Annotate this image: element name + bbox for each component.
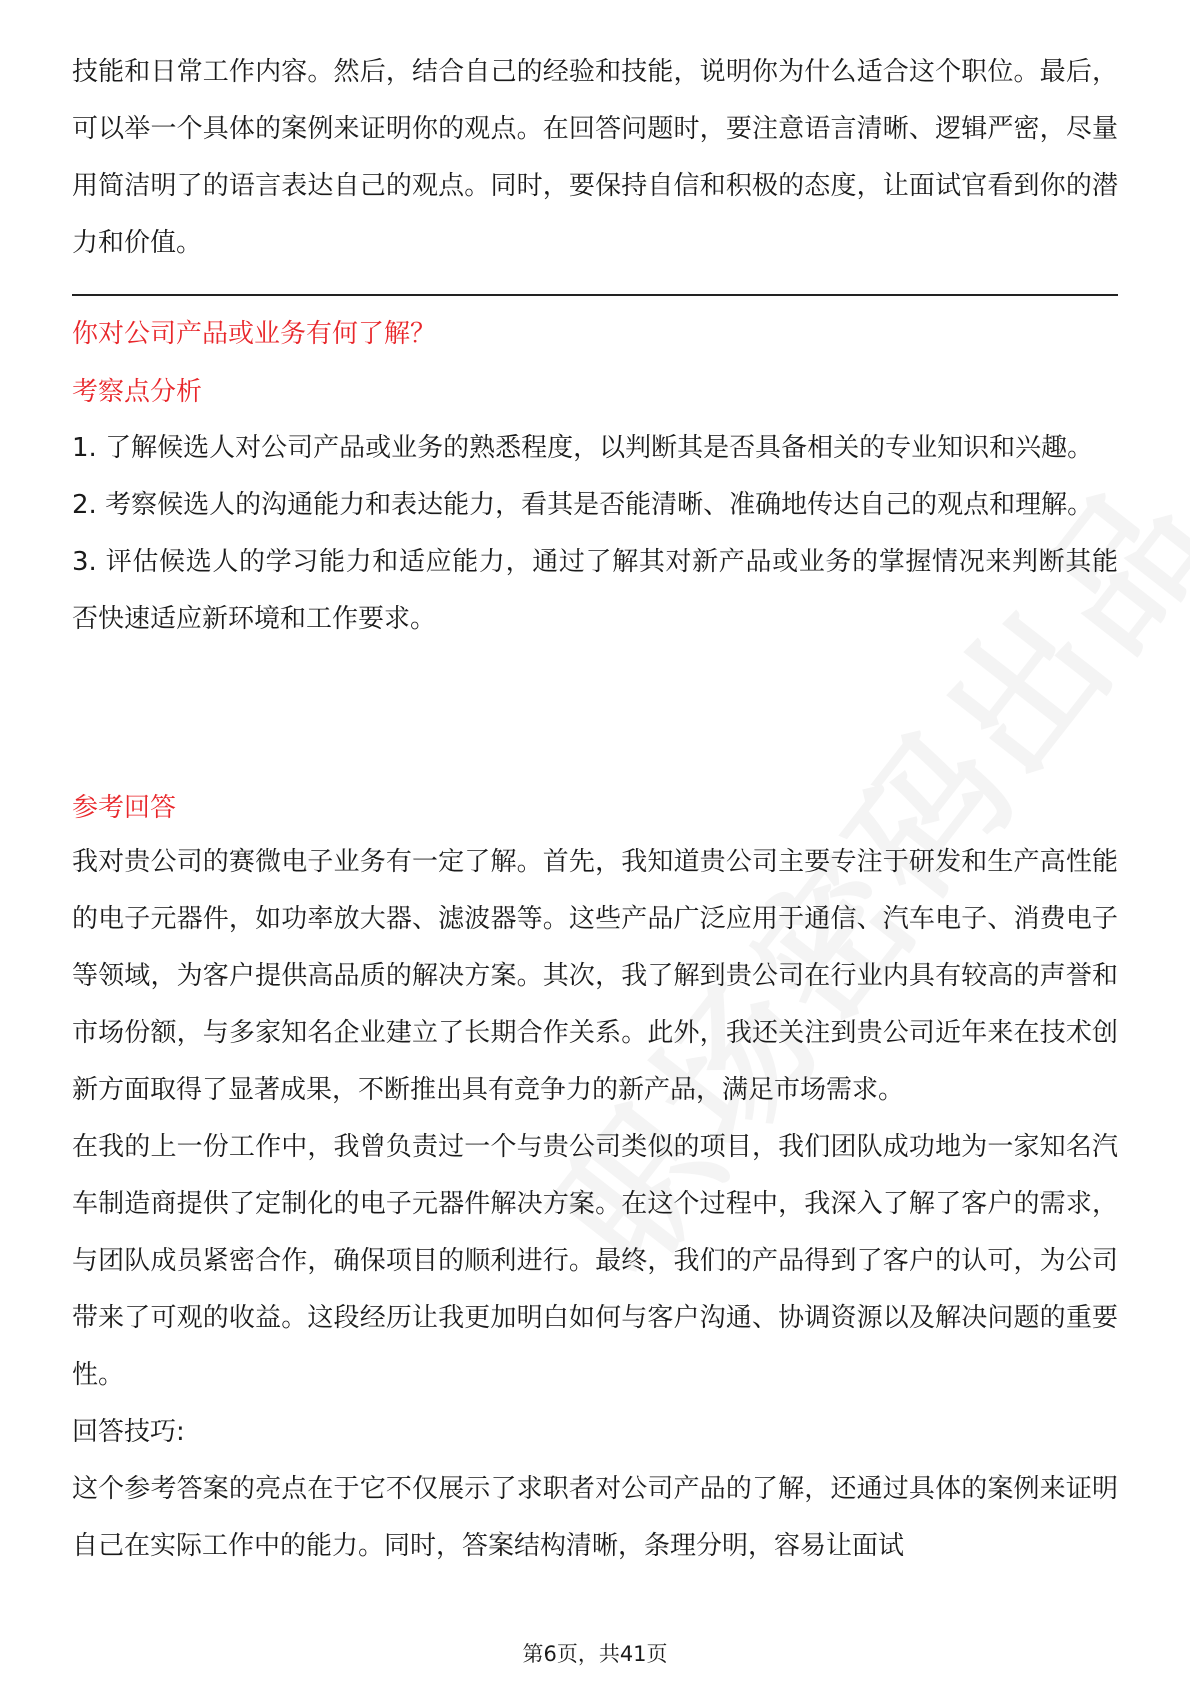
analysis-item: 1. 了解候选人对公司产品或业务的熟悉程度，以判断其是否具备相关的专业知识和兴趣。: [72, 433, 1094, 463]
tips-paragraph: 这个参考答案的亮点在于它不仅展示了求职者对公司产品的了解，还通过具体的案例来证明自己在实际工作中的能力。同时，答案结构清晰，条理分明，容易让面试: [72, 1474, 1118, 1561]
analysis-heading: 考察点分析: [72, 377, 203, 407]
section-divider: [72, 294, 1118, 296]
tips-heading: 回答技巧:: [72, 1417, 185, 1447]
answer-paragraph: 在我的上一份工作中，我曾负责过一个与贵公司类似的项目，我们团队成功地为一家知名汽车制造商提供了定制化的电子元器件解决方案。在这个过程中，我深入了解了客户的需求，与团队成员紧密合作，确保项目的顺利进行。最终，我们的产品得到了客户的认可，为公司带来了可观的收益。这段经历让我更加明白如何与客户沟通、协调资源以及解决问题的重要性。: [72, 1132, 1118, 1390]
analysis-item: 2. 考察候选人的沟通能力和表达能力，看其是否能清晰、准确地传达自己的观点和理解。: [72, 490, 1094, 520]
answer-block: [72, 834, 1118, 1575]
page-footer: 第6页，共41页: [522, 1642, 668, 1666]
intro-paragraph: 技能和日常工作内容。然后，结合自己的经验和技能，说明你为什么适合这个职位。最后，可以举一个具体的案例来证明你的观点。在回答问题时，要注意语言清晰、逻辑严密，尽量用简洁明了的语言表达自己的观点。同时，要保持自信和积极的态度，让面试官看到你的潜力和价值。: [72, 57, 1118, 258]
answer-heading: 参考回答: [72, 793, 177, 823]
analysis-item: 3. 评估候选人的学习能力和适应能力，通过了解其对新产品或业务的掌握情况来判断其能否快速适应新环境和工作要求。: [72, 547, 1118, 634]
analysis-list: [72, 420, 1118, 648]
question-title: 你对公司产品或业务有何了解？: [72, 319, 437, 349]
answer-paragraph: 我对贵公司的赛微电子业务有一定了解。首先，我知道贵公司主要专注于研发和生产高性能的电子元器件，如功率放大器、滤波器等。这些产品广泛应用于通信、汽车电子、消费电子等领域，为客户提供高品质的解决方案。其次，我了解到贵公司在行业内具有较高的声誉和市场份额，与多家知名企业建立了长期合作关系。此外，我还关注到贵公司近年来在技术创新方面取得了显著成果，不断推出具有竞争力的新产品，满足市场需求。: [72, 847, 1118, 1105]
